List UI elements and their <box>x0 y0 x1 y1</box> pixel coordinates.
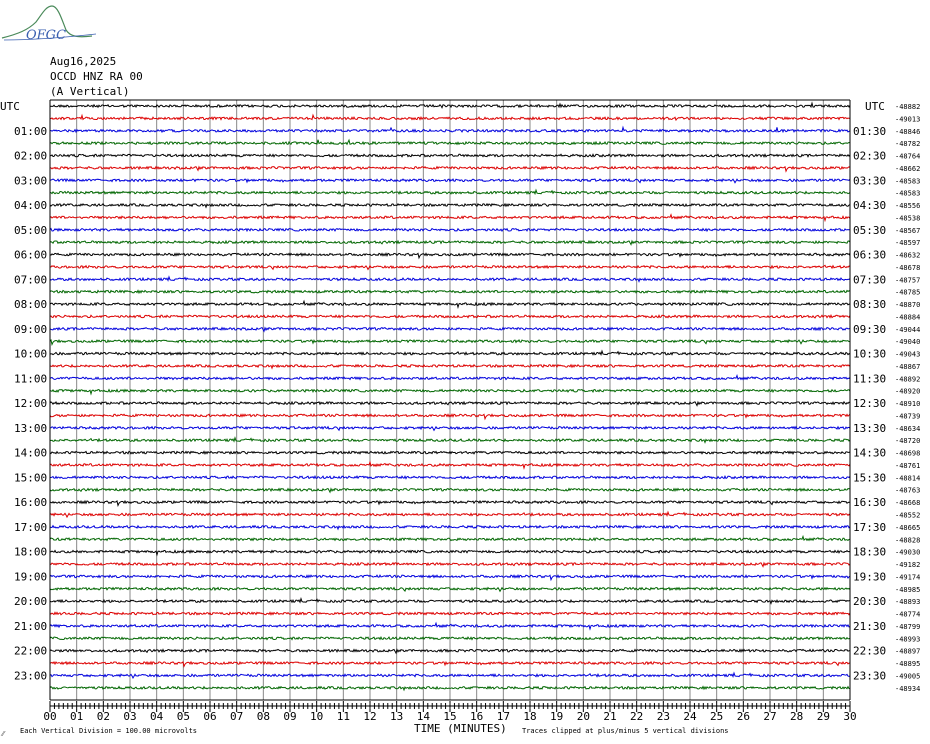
utc-left-label: 23:00 <box>14 669 48 683</box>
trace-offset-label: -48764 <box>895 152 921 161</box>
x-tick-label: 17 <box>496 710 510 723</box>
trace-offset-label: -48662 <box>895 164 921 173</box>
utc-right-label: 19:30 <box>853 570 887 584</box>
trace-offset-label: -48632 <box>895 251 921 260</box>
utc-left-label: 07:00 <box>14 273 48 287</box>
trace-offset-label: -48867 <box>895 363 921 371</box>
footer-clip-note: Traces clipped at plus/minus 5 vertical divisions <box>522 727 729 735</box>
trace-offset-label: -48870 <box>895 301 921 310</box>
trace-offset-label: -49174 <box>895 573 921 582</box>
trace-offset-label: -48782 <box>895 140 921 149</box>
utc-left-label: 22:00 <box>14 644 48 658</box>
x-tick-label: 20 <box>576 710 590 723</box>
trace-offset-label: -48583 <box>895 177 921 186</box>
utc-right-label: 18:30 <box>853 545 887 559</box>
trace-offset-label: -48920 <box>895 387 921 396</box>
utc-right-label: 20:30 <box>853 595 887 609</box>
x-tick-label: 27 <box>763 710 777 723</box>
x-tick-label: 23 <box>656 710 670 723</box>
utc-left-label: 03:00 <box>14 174 48 188</box>
component-label: (A Vertical) <box>50 85 130 98</box>
utc-right-label: 08:30 <box>853 298 887 312</box>
x-tick-label: 19 <box>550 710 564 723</box>
utc-right-label: 01:30 <box>853 124 887 138</box>
utc-right-label: 16:30 <box>853 496 887 510</box>
trace-offset-label: -48893 <box>895 598 921 607</box>
x-tick-label: 11 <box>336 710 350 723</box>
utc-right-label: 10:30 <box>853 347 887 361</box>
x-tick-label: 03 <box>123 710 137 723</box>
x-tick-label: 13 <box>390 710 404 723</box>
utc-left-label: 12:00 <box>14 397 48 411</box>
x-tick-label: 14 <box>416 710 430 723</box>
trace-offset-label: -48739 <box>895 412 921 421</box>
utc-right-label: 12:30 <box>853 397 887 411</box>
trace-offset-label: -48720 <box>895 437 921 446</box>
utc-left-label: 06:00 <box>14 248 48 262</box>
logo-text: OFGC <box>26 28 67 43</box>
utc-right-label: 02:30 <box>853 149 887 163</box>
x-tick-label: 04 <box>150 710 164 723</box>
utc-right-label: 23:30 <box>853 669 887 683</box>
utc-right-label: 04:30 <box>853 199 887 212</box>
utc-right-label: 13:30 <box>853 421 887 435</box>
utc-right-label: 09:30 <box>853 322 887 336</box>
x-tick-label: 29 <box>816 710 830 723</box>
utc-left-label: 17:00 <box>14 520 48 534</box>
utc-right-label: 22:30 <box>853 644 887 658</box>
utc-right-label: 07:30 <box>853 273 887 287</box>
x-tick-label: 16 <box>470 710 484 723</box>
trace-offset-label: -48583 <box>895 189 921 198</box>
utc-left-label: 15:00 <box>14 471 48 485</box>
x-tick-label: 12 <box>363 710 377 723</box>
trace-offset-label: -48884 <box>895 313 921 322</box>
date-label: Aug16,2025 <box>50 55 117 68</box>
x-tick-label: 08 <box>256 710 270 723</box>
x-axis-title: TIME (MINUTES) <box>414 722 507 735</box>
x-tick-label: 00 <box>43 710 57 723</box>
x-tick-label: 22 <box>630 710 644 723</box>
right-axis-title: UTC <box>865 100 885 113</box>
trace-offset-label: -48597 <box>895 239 921 248</box>
trace-offset-label: -49043 <box>895 350 921 359</box>
trace-offset-label: -48538 <box>895 214 921 223</box>
utc-left-label: 09:00 <box>14 322 48 336</box>
trace-offset-label: -48895 <box>895 660 921 669</box>
utc-right-label: 21:30 <box>853 619 887 633</box>
utc-left-label: 04:00 <box>14 199 48 212</box>
utc-right-label: 06:30 <box>853 248 887 262</box>
x-tick-label: 07 <box>230 710 244 723</box>
trace-offset-label: -48882 <box>895 103 921 111</box>
utc-left-label: 18:00 <box>14 545 48 559</box>
trace-offset-label: -49044 <box>895 325 921 334</box>
x-tick-label: 21 <box>603 710 617 723</box>
x-tick-label: 09 <box>283 710 297 723</box>
footer-scale-note: Each Vertical Division = 100.00 microvolts <box>20 727 198 735</box>
x-tick-label: 02 <box>96 710 110 723</box>
trace-offset-label: -49182 <box>895 561 921 569</box>
utc-left-label: 14:00 <box>14 446 48 460</box>
time-grid <box>50 100 850 700</box>
trace-offset-label: -48934 <box>895 684 921 693</box>
x-tick-label: 25 <box>710 710 724 723</box>
utc-right-label: 11:30 <box>853 372 887 386</box>
trace-offset-label: -48774 <box>895 610 921 619</box>
trace-offset-label: -48799 <box>895 622 921 631</box>
x-tick-label: 26 <box>736 710 750 723</box>
x-tick-label: 15 <box>443 710 457 723</box>
utc-right-label: 05:30 <box>853 223 887 237</box>
utc-left-label: 05:00 <box>14 223 48 237</box>
trace-offset-label: -48556 <box>895 202 921 210</box>
utc-right-label: 03:30 <box>853 174 887 188</box>
trace-offset-label: -48985 <box>895 585 921 594</box>
x-tick-label: 24 <box>683 710 697 723</box>
trace-offset-label: -48665 <box>895 523 921 532</box>
trace-offset-label: -48668 <box>895 499 921 508</box>
trace-offset-label: -48567 <box>895 226 921 235</box>
trace-offset-label: -48910 <box>895 400 921 409</box>
trace-offset-label: -49030 <box>895 548 921 557</box>
trace-offset-label: -48763 <box>895 486 921 495</box>
x-tick-label: 05 <box>176 710 190 723</box>
trace-offset-label: -49040 <box>895 338 921 347</box>
utc-left-label: 11:00 <box>14 372 48 386</box>
utc-left-label: 13:00 <box>14 421 48 435</box>
utc-left-label: 19:00 <box>14 570 48 584</box>
utc-left-label: 02:00 <box>14 149 48 163</box>
utc-right-label: 17:30 <box>853 520 887 534</box>
trace-offset-label: -49013 <box>895 115 921 124</box>
x-tick-label: 06 <box>203 710 217 723</box>
x-tick-label: 18 <box>523 710 537 723</box>
x-tick-label: 28 <box>790 710 804 723</box>
trace-offset-label: -48698 <box>895 449 921 458</box>
trace-offset-label: -49005 <box>895 672 921 681</box>
x-tick-label: 01 <box>70 710 84 723</box>
x-tick-label: 30 <box>843 710 857 723</box>
utc-right-label: 14:30 <box>853 446 887 460</box>
utc-left-label: 21:00 <box>14 619 48 633</box>
trace-offset-label: -48678 <box>895 263 921 272</box>
utc-left-label: 16:00 <box>14 496 48 510</box>
utc-right-label: 15:30 <box>853 471 887 485</box>
trace-offset-label: -48761 <box>895 462 921 470</box>
trace-offset-label: -48897 <box>895 647 921 656</box>
utc-left-label: 20:00 <box>14 595 48 609</box>
trace-offset-label: -48552 <box>895 511 921 520</box>
trace-offset-label: -48828 <box>895 536 921 545</box>
x-axis <box>43 701 856 723</box>
trace-offset-label: -48785 <box>895 288 921 297</box>
trace-offset-label: -48634 <box>895 424 921 433</box>
station-label: OCCD HNZ RA 00 <box>50 70 143 83</box>
trace-offset-label: -48814 <box>895 474 921 483</box>
utc-left-label: 08:00 <box>14 298 48 312</box>
trace-offset-label: -48846 <box>895 127 921 136</box>
corner-mark: ⁄⁄ <box>2 730 5 738</box>
x-tick-label: 10 <box>310 710 324 723</box>
left-axis-title: UTC <box>0 100 20 113</box>
trace-offset-label: -48993 <box>895 635 921 644</box>
trace-offset-label: -48757 <box>895 276 921 285</box>
trace-offset-labels <box>895 103 920 693</box>
utc-left-label: 10:00 <box>14 347 48 361</box>
trace-offset-label: -48892 <box>895 375 921 384</box>
utc-left-label: 01:00 <box>14 124 48 138</box>
